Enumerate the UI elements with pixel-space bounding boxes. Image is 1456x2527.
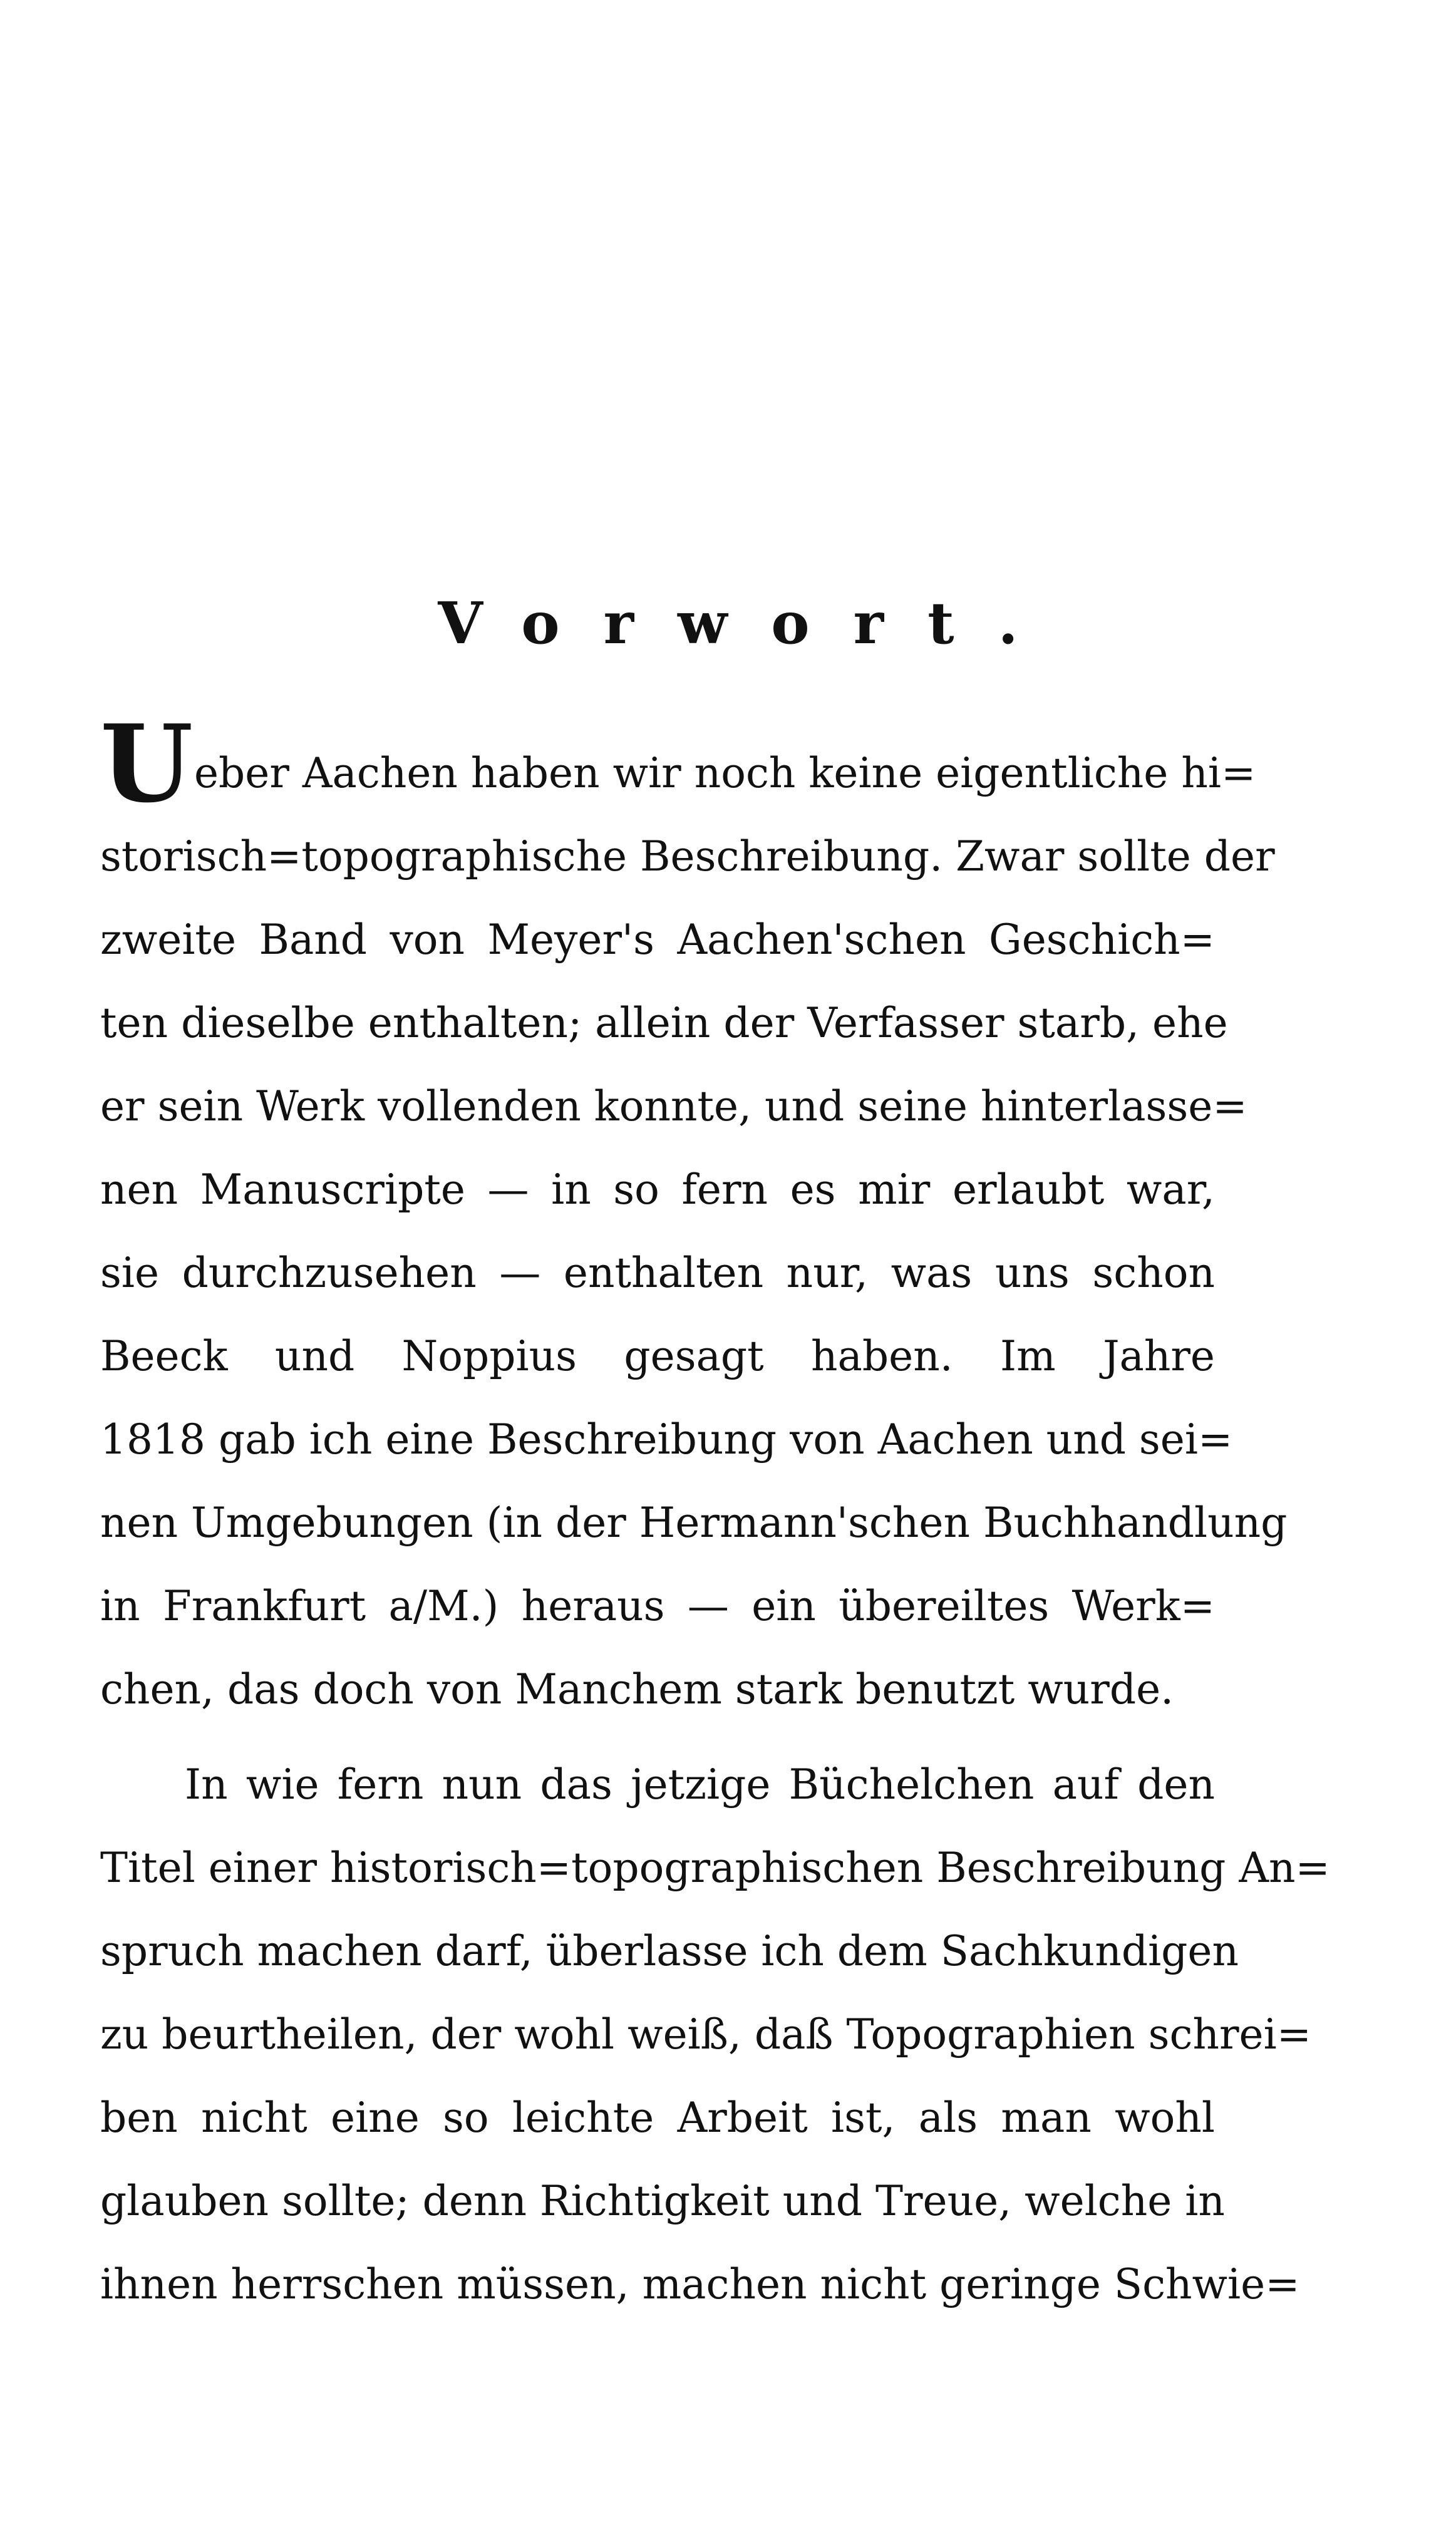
text-line: storisch=topographische Beschreibung. Zwar sollte der [100, 832, 1275, 881]
text-line: ten dieselbe enthalten; allein der Verfasser starb, ehe [100, 999, 1228, 1047]
drop-cap: U [100, 701, 194, 827]
text-line: zweite Band von Meyer's Aachen'schen Geschich= [100, 916, 1215, 964]
text-line: glauben sollte; denn Richtigkeit und Treue, welche in [100, 2177, 1225, 2225]
page-heading: Vorwort. [438, 589, 1062, 657]
text-line: sie durchzusehen — enthalten nur, was uns schon [100, 1249, 1215, 1297]
text-line: nen Manuscripte — in so fern es mir erlaubt war, [100, 1165, 1215, 1214]
text-line: Titel einer historisch=topographischen Beschreibung An= [100, 1844, 1330, 1892]
text-line: ben nicht eine so leichte Arbeit ist, als man wohl [100, 2094, 1215, 2142]
text-line: er sein Werk vollenden konnte, und seine hinterlasse= [100, 1082, 1247, 1130]
text-line: ihnen herrschen müssen, machen nicht geringe Schwie= [100, 2260, 1300, 2308]
text-line: eber Aachen haben wir noch keine eigentliche hi= [194, 749, 1256, 797]
text-line: spruch machen darf, überlasse ich dem Sachkundigen [100, 1927, 1239, 1975]
text-line: nen Umgebungen (in der Hermann'schen Buchhandlung [100, 1499, 1288, 1547]
text-line: 1818 gab ich eine Beschreibung von Aachen und sei= [100, 1415, 1233, 1464]
text-line: chen, das doch von Manchem stark benutzt wurde. [100, 1665, 1174, 1713]
text-line: zu beurtheilen, der wohl weiß, daß Topographien schrei= [100, 2010, 1312, 2059]
text-line: in Frankfurt a/M.) heraus — ein übereiltes Werk= [100, 1582, 1215, 1630]
text-line: In wie fern nun das jetzige Büchelchen auf den [185, 1760, 1215, 1809]
text-line: Beeck und Noppius gesagt haben. Im Jahre [100, 1332, 1215, 1380]
